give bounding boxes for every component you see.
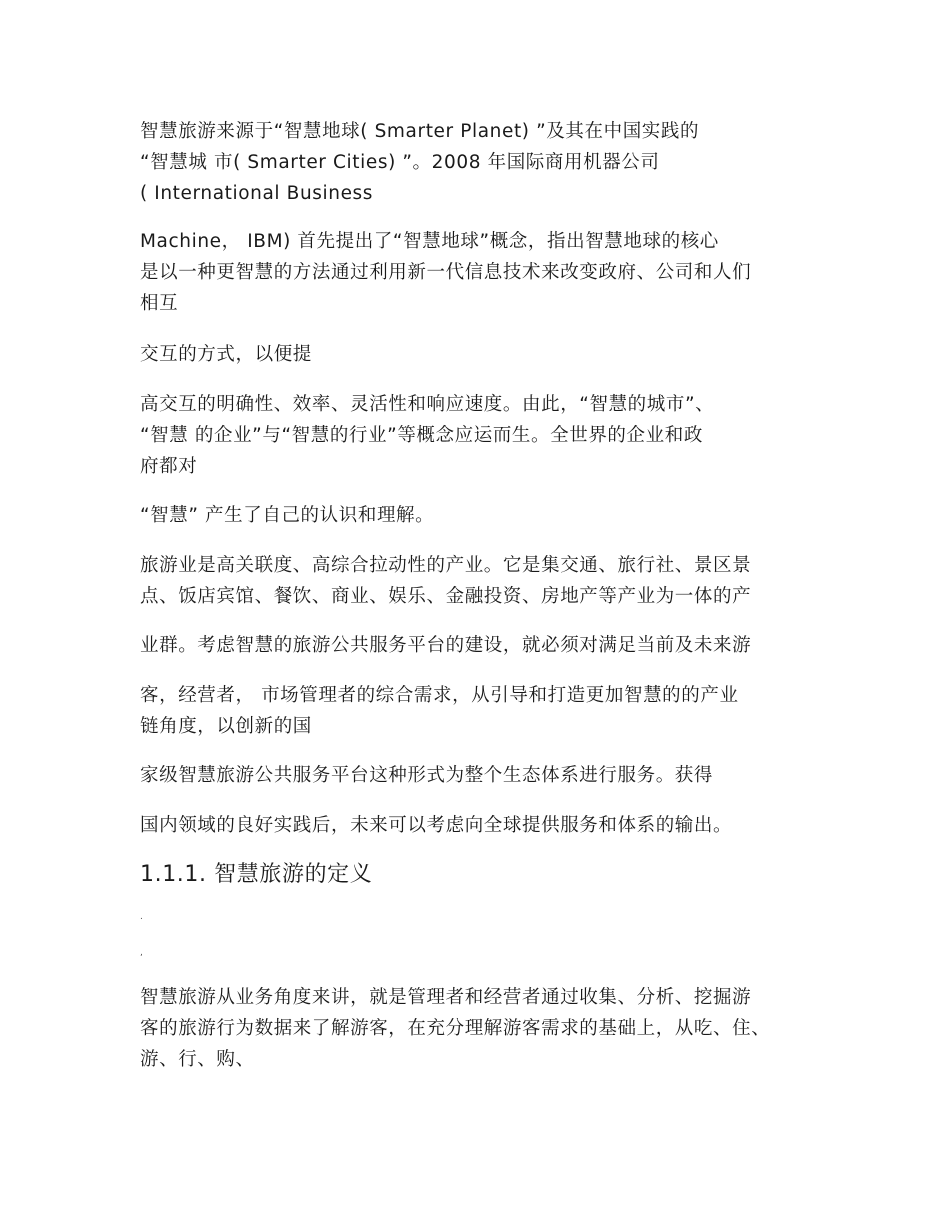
paragraph-platform xyxy=(140,630,830,661)
paragraph-global-output xyxy=(140,810,830,841)
stray-mark: , xyxy=(140,948,143,958)
paragraph-understanding xyxy=(140,500,830,531)
text-line: “智慧 的企业”与“智慧的行业”等概念应运而生。全世界的企业和政 xyxy=(140,425,703,446)
text-line: Machine， IBM) 首先提出了“智慧地球”概念，指出智慧地球的核心 xyxy=(140,231,719,252)
paragraph-tourism-industry xyxy=(140,550,830,612)
paragraph-origin xyxy=(140,116,830,209)
section-heading: 1.1.1. 智慧旅游的定义 xyxy=(140,862,373,887)
text-line: 国内领域的良好实践后，未来可以考虑向全球提供服务和体系的输出。 xyxy=(140,815,733,836)
text-line: 旅游业是高关联度、高综合拉动性的产业。它是集交通、旅行社、景区景 xyxy=(140,555,752,576)
text-line: 链角度，以创新的国 xyxy=(140,716,312,737)
stray-mark: . xyxy=(140,912,143,922)
paragraph-definition xyxy=(140,982,830,1075)
text-line: 客的旅游行为数据来了解游客，在充分理解游客需求的基础上，从吃、住、 xyxy=(140,1018,771,1039)
text-line: ( International Business xyxy=(140,183,374,204)
text-line: 点、饭店宾馆、餐饮、商业、娱乐、金融投资、房地产等产业为一体的产 xyxy=(140,586,752,607)
text-line: 智慧旅游来源于“智慧地球( Smarter Planet) ”及其在中国实践的 xyxy=(140,121,700,142)
text-line: 客，经营者， 市场管理者的综合需求，从引导和打造更加智慧的的产业 xyxy=(140,685,739,706)
text-line: 高交互的明确性、效率、灵活性和响应速度。由此，“智慧的城市”、 xyxy=(140,394,715,415)
paragraph-national-platform xyxy=(140,760,830,791)
paragraph-demands xyxy=(140,680,830,742)
paragraph-efficiency xyxy=(140,389,830,482)
text-line: 府都对 xyxy=(140,456,198,477)
text-line: 业群。考虑智慧的旅游公共服务平台的建设，就必须对满足当前及未来游 xyxy=(140,635,752,656)
paragraph-ibm xyxy=(140,226,830,319)
text-line: 是以一种更智慧的方法通过利用新一代信息技术来改变政府、公司和人们 xyxy=(140,262,752,283)
paragraph-interaction xyxy=(140,339,830,370)
text-line: 游、行、购、 xyxy=(140,1049,255,1070)
text-line: “智慧” 产生了自己的认识和理解。 xyxy=(140,505,435,526)
text-line: “智慧城 市( Smarter Cities) ”。2008 年国际商用机器公司 xyxy=(140,152,660,173)
text-line: 相互 xyxy=(140,293,179,314)
text-line: 家级智慧旅游公共服务平台这种形式为整个生态体系进行服务。获得 xyxy=(140,765,714,786)
text-line: 智慧旅游从业务角度来讲，就是管理者和经营者通过收集、分析、挖掘游 xyxy=(140,987,752,1008)
text-line: 交互的方式，以便提 xyxy=(140,344,312,365)
